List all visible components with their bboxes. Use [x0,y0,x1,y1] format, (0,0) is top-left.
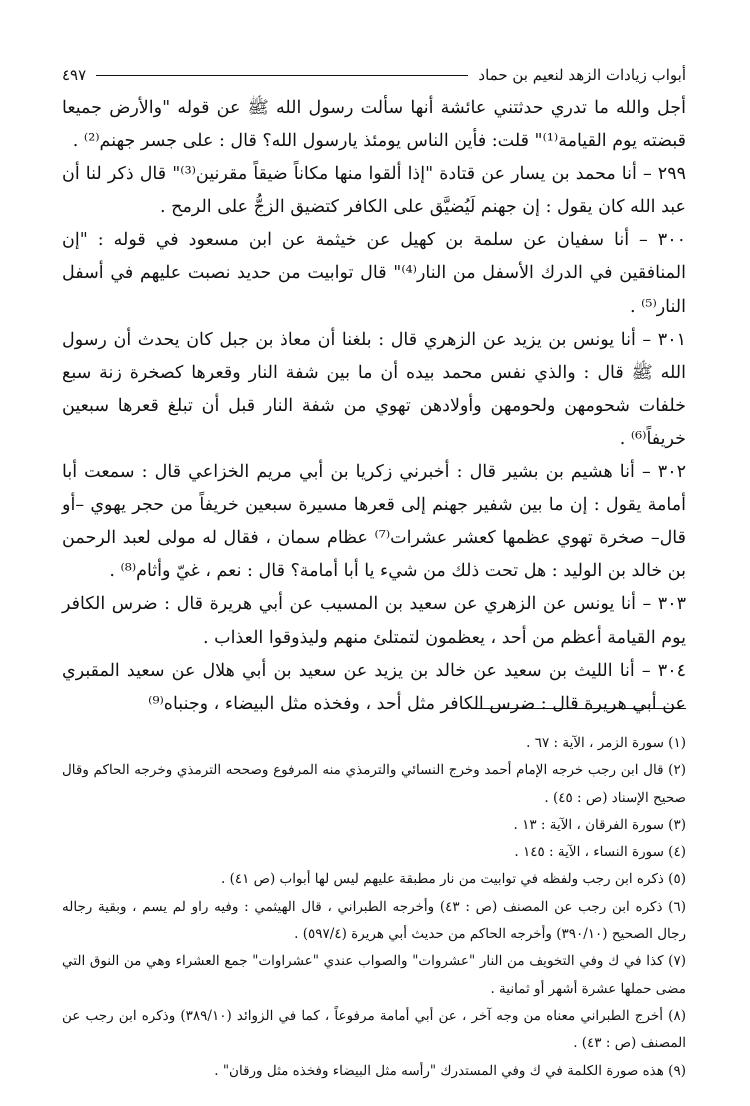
paragraph: أجل والله ما تدري حدثتني عائشة أنها سألت رسول الله ﷺ عن قوله "والأرض جميعا قبضته يوم القيامة⁽¹⁾" قلت: فأين الناس يومئذ يارسول الله؟ قال : على جسر جهنم⁽²⁾ . [62,98,686,152]
running-header [62,62,686,88]
paragraph: ٣٠١ – أنا يونس بن يزيد عن الزهري قال : بلغنا أن معاذ بن جبل كان يحدث أن رسول الله ﷺ قال : والذي نفس محمد بيده أن ما بين شفة النار وقعرها كصخرة زنة سبع خلفات شحومهن ولحومهن وأولادهن تهوي من شفة النار قبل أن تبلغ قعرها سبعين خريفاً⁽⁶⁾ . [62,329,686,449]
paragraph: ٢٩٩ – أنا محمد بن يسار عن قتادة "إذا ألقوا منها مكاناً ضيقاً مقرنين⁽³⁾" قال ذكر لنا أن عبد الله كان يقول : إن جهنم لَيُضيَّق على الكافر كتضيق الزجُّ على الرمح . [62,164,686,218]
footnote: (٧) كذا في ك وفي التخويف من النار "عشروات" والصواب عندي "عشراوات" جمع العشراء وهي من النوق التي مضى حملها عشرة أشهر أو ثمانية . [62,953,686,997]
footnote: (٨) أخرج الطبراني معناه من وجه آخر ، عن أبي أمامة مرفوعاً ، كما في الزوائد (٣٨٩/١٠) وذكره ابن رجب عن المصنف (ص : ٤٣) . [62,1007,686,1052]
footnote-separator [471,708,686,709]
page-number: ٤٩٧ [62,66,87,84]
footnote: (٢) قال ابن رجب خرجه الإمام أحمد وخرج النسائي والترمذي منه المرفوع وصححه الترمذي وخرجه الحاكم وقال صحيح الإسناد (ص : ٤٥) . [62,762,686,806]
footnote: (٦) ذكره ابن رجب عن المصنف (ص : ٤٣) وأخرجه الطبراني ، قال الهيثمي : وفيه راو لم يسم ، وبقية رجاله رجال الصحيح (٣٩٠/١٠) وأخرجه الحاكم من حديث أبي هريرة (٥٩٧/٤) . [62,898,686,943]
footnote: (١) سورة الزمر ، الآية : ٦٧ . [526,735,686,751]
footnote: (٩) هذه صورة الكلمة في ك وفي المستدرك "رأسه مثل البيضاء وفخذه مثل ورقان" . [214,1062,686,1079]
footnote: (٥) ذكره ابن رجب ولفظه في توابيت من نار مطبقة عليهم ليس لها أبواب (ص ٤١) . [221,871,686,888]
paragraph: ٣٠٠ – أنا سفيان عن سلمة بن كهيل عن خيثمة عن ابن مسعود في قوله : "إن المنافقين في الدرك الأسفل من النار⁽⁴⁾" قال توابيت من حديد نصبت عليهم في أسفل النار⁽⁵⁾ . [62,230,686,317]
footnotes [62,730,686,1085]
footnote: (٣) سورة الفرقان ، الآية : ١٣ . [513,816,686,833]
header-title: أبواب زيادات الزهد لنعيم بن حماد [478,66,686,84]
paragraph: ٣٠٤ – أنا الليث بن سعيد عن خالد بن يزيد عن سعيد بن أبي هلال عن سعيد المقبري عن أبي هريرة قال : ضرس الكافر مثل أحد ، وفخذه مثل البيضاء ، وجنباه⁽⁹⁾ [62,660,686,714]
paragraph: ٣٠٣ – أنا يونس عن الزهري عن سعيد بن المسيب عن أبي هريرة قال : ضرس الكافر يوم القيامة أعظم من أحد ، يعظمون لتمتلئ منهم وليذوقوا العذاب . [62,594,686,648]
main-text [62,92,686,721]
header-rule [96,75,468,76]
footnote: (٤) سورة النساء ، الآية : ١٤٥ . [514,844,686,861]
paragraph: ٣٠٢ – أنا هشيم بن بشير قال : أخبرني زكريا بن أبي مريم الخزاعي قال : سمعت أبا أمامة يقول : إن ما بين شفير جهنم إلى قعرها مسيرة سبعين خريفاً من حجر يهوي –أو قال– صخرة تهوي عظمها كعشر عشرات⁽⁷⁾ عظام سمان ، فقال له مولى لعبد الرحمن بن خالد بن الوليد : هل تحت ذلك من شيء يا أبا أمامة؟ قال : نعم ، غيّ وأثام⁽⁸⁾ . [62,462,686,582]
